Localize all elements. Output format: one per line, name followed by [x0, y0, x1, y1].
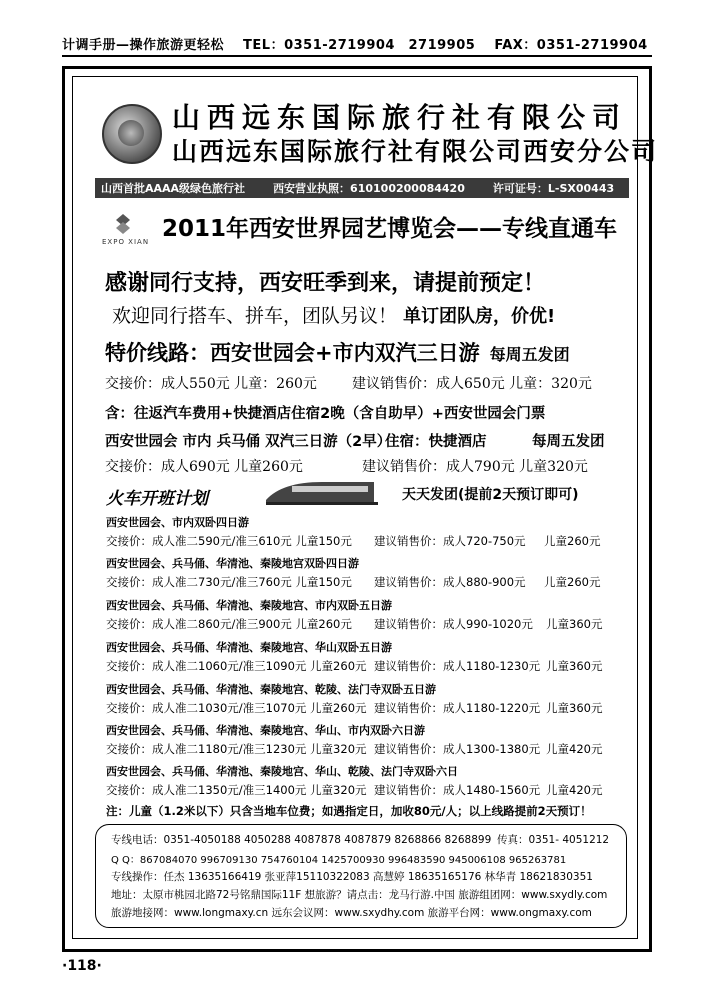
company-logo-icon — [102, 104, 162, 164]
train-icon — [262, 474, 380, 510]
train-route-child: 儿童260元 — [544, 534, 601, 548]
thanks-headline: 感谢同行支持，西安旺季到来，请提前预定！ — [105, 271, 546, 296]
contact-qq: Q Q：867084070 996709130 754760104 1425700930 996483590 945006108 965263781 — [111, 855, 567, 866]
train-route-price: 交接价：成人准二860元/准三900元 儿童260元 — [106, 617, 352, 631]
package1-suggest: 建议销售价：成人650元 儿童：320元 — [352, 376, 592, 392]
train-route-price: 交接价：成人准二1180元/准三1230元 儿童320元 — [106, 742, 367, 756]
train-route-price: 交接价：成人准二1030元/准三1070元 儿童260元 — [106, 701, 367, 715]
train-route-child: 儿童360元 — [546, 659, 603, 673]
train-route-name: 西安世园会、兵马俑、华清池、秦陵地宫、乾陵、法门寺双卧五日游 — [106, 683, 436, 696]
train-route-suggest: 建议销售价：成人1180-1220元 — [374, 701, 541, 715]
page-number: ·118· — [62, 958, 102, 974]
single-room-text: 单订团队房，价优! — [403, 306, 556, 327]
welcome-line — [112, 301, 555, 328]
package2-title: 西安世园会 市内 兵马俑 双汽三日游（2早） — [105, 434, 392, 450]
package1-includes: 含：往返汽车费用+快捷酒店住宿2晚（含自助早）+西安世园会门票 — [105, 406, 546, 422]
company-branch-name: 山西远东国际旅行社有限公司西安分公司 — [172, 137, 659, 166]
contact-fax: 传真：0351- 4051212 — [497, 834, 610, 846]
info-strip — [95, 178, 629, 198]
business-license: 西安营业执照：610100200084420 — [273, 182, 465, 195]
package2-lodging: 住宿：快捷酒店 — [385, 434, 487, 450]
train-route-suggest: 建议销售价：成人720-750元 — [374, 534, 526, 548]
route-title: 特价线路：西安世园会+市内双汽三日游 — [105, 341, 480, 365]
train-note: 注：儿童（1.2米以下）只含当地车位费；如遇指定日，加收80元/人；以上线路提前2天预订！ — [106, 804, 592, 818]
company-name: 山西远东国际旅行社有限公司 — [172, 101, 628, 134]
train-route-child: 儿童360元 — [546, 617, 603, 631]
expo-title: 2011年西安世界园艺博览会——专线直通车 — [162, 216, 618, 242]
permit-number: 许可证号：L-SX00443 — [492, 182, 615, 195]
package2-schedule: 每周五发团 — [532, 434, 605, 450]
train-route-child: 儿童260元 — [544, 575, 601, 589]
train-plan-title: 火车开班计划 — [106, 489, 208, 509]
train-route-suggest: 建议销售价：成人1300-1380元 — [374, 742, 541, 756]
train-route-child: 儿童360元 — [546, 701, 603, 715]
contact-websites: 旅游地接网：www.longmaxy.cn 远东会议网：www.sxydhy.com 旅游平台网：www.ongmaxy.com — [111, 907, 592, 919]
train-route-child: 儿童420元 — [546, 783, 603, 797]
header-fax: FAX：0351-2719904 — [494, 38, 648, 53]
train-route-name: 西安世园会、兵马俑、华清池、秦陵地宫双卧四日游 — [106, 557, 359, 570]
contact-phone: 专线电话：0351-4050188 4050288 4087878 4087879 8268866 8268899 — [111, 834, 492, 846]
special-route — [105, 337, 570, 367]
package2-suggest: 建议销售价：成人790元 儿童320元 — [362, 459, 588, 475]
train-route-price: 交接价：成人准二1350元/准三1400元 儿童320元 — [106, 783, 367, 797]
header-bar — [62, 34, 652, 57]
daily-departure: 天天发团(提前2天预订即可) — [402, 487, 579, 503]
train-route-name: 西安世园会、兵马俑、华清池、秦陵地宫、华山双卧五日游 — [106, 641, 392, 654]
header-tel: TEL：0351-2719904 2719905 — [243, 38, 476, 53]
train-route-suggest: 建议销售价：成人1480-1560元 — [374, 783, 541, 797]
expo-logo-text: EXPO XIAN — [102, 238, 150, 246]
train-route-child: 儿童420元 — [546, 742, 603, 756]
train-route-name: 西安世园会、兵马俑、华清池、秦陵地宫、华山、乾陵、法门寺双卧六日 — [106, 765, 458, 778]
train-route-price: 交接价：成人准二1060元/准三1090元 儿童260元 — [106, 659, 367, 673]
package1-price: 交接价：成人550元 儿童：260元 — [105, 376, 317, 392]
header-slogan: 计调手册—操作旅游更轻松 — [62, 38, 225, 53]
train-route-suggest: 建议销售价：成人990-1020元 — [374, 617, 533, 631]
train-route-suggest: 建议销售价：成人1180-1230元 — [374, 659, 541, 673]
train-route-suggest: 建议销售价：成人880-900元 — [374, 575, 526, 589]
contact-address: 地址：太原市桃园北路72号铭鼎国际11F 想旅游？请点击：龙马行游.中国 旅游组团网：www.sxydly.com — [111, 889, 608, 901]
train-route-name: 西安世园会、兵马俑、华清池、秦陵地宫、华山、市内双卧六日游 — [106, 724, 425, 737]
train-route-name: 西安世园会、兵马俑、华清池、秦陵地宫、市内双卧五日游 — [106, 599, 392, 612]
package2-price: 交接价：成人690元 儿童260元 — [105, 459, 303, 475]
train-route-price: 交接价：成人准二590元/准三610元 儿童150元 — [106, 534, 352, 548]
train-route-price: 交接价：成人准二730元/准三760元 儿童150元 — [106, 575, 352, 589]
contact-operators: 专线操作：任杰 13635166419 张亚萍15110322083 高慧婷 18635165176 林华青 18621830351 — [111, 871, 593, 883]
welcome-text: 欢迎同行搭车、拼车，团队另议！ — [112, 305, 398, 327]
green-agency-label: 山西首批AAAA级绿色旅行社 — [101, 182, 246, 195]
train-route-name: 西安世园会、市内双卧四日游 — [106, 516, 249, 529]
expo-logo-icon — [108, 212, 138, 236]
route-schedule: 每周五发团 — [489, 345, 570, 364]
